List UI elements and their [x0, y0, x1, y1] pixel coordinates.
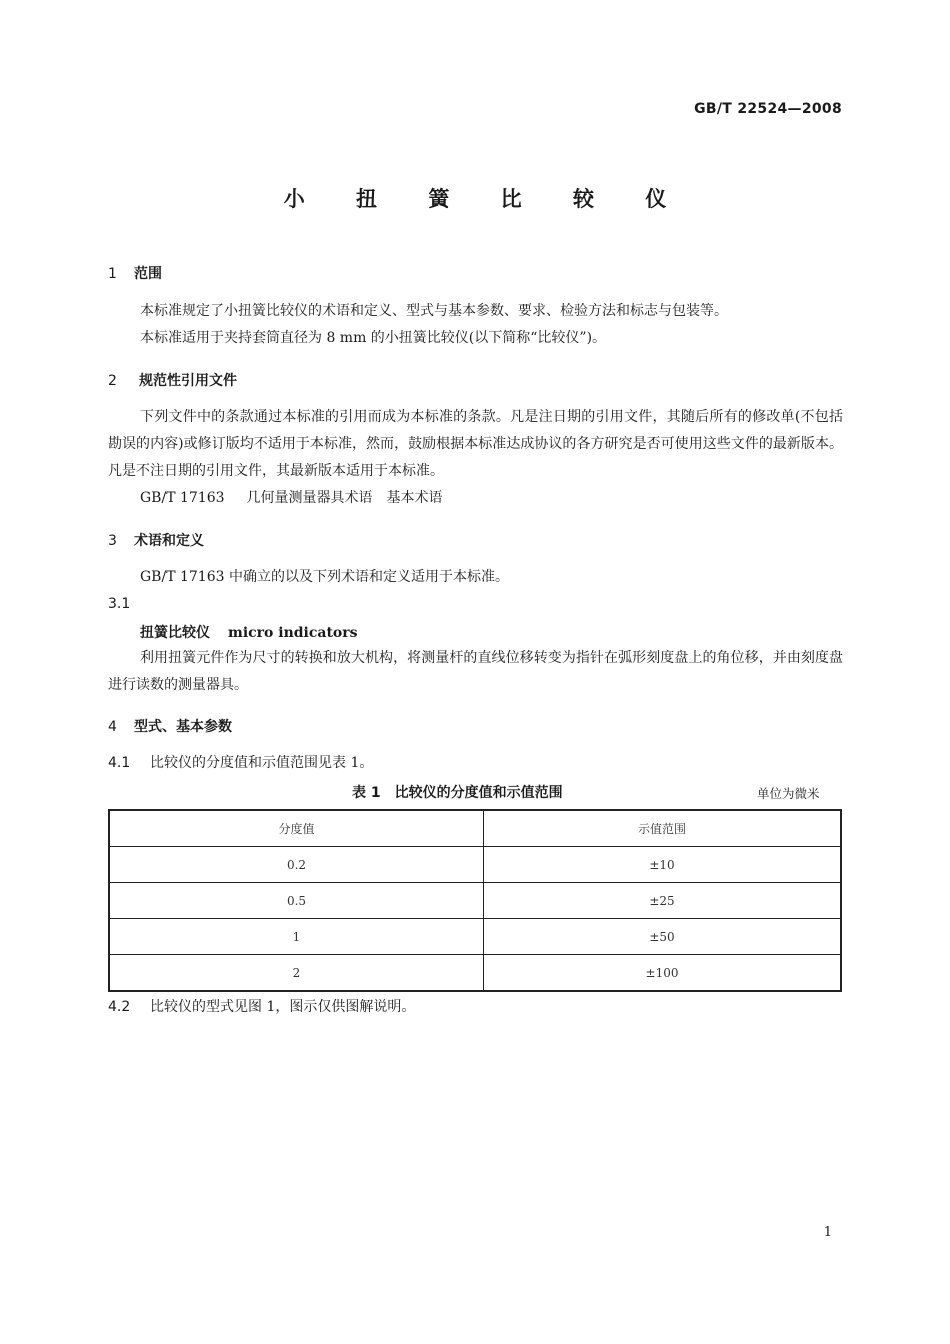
clause-text: 比较仪的型式见图 1，图示仅供图解说明。 — [150, 999, 416, 1015]
clause-4-1 — [108, 750, 373, 777]
section-number: 1 — [108, 266, 117, 282]
section-title: 型式、基本参数 — [134, 719, 232, 735]
clause-3-1-number: 3.1 — [108, 596, 131, 612]
term-definition: 利用扭簧元件作为尺寸的转换和放大机构，将测量杆的直线位移转变为指针在弧形刻度盘上的角位移，并由刻度盘进行读数的测量器具。 — [108, 650, 843, 693]
table-row — [109, 955, 841, 992]
section-3-heading — [108, 530, 204, 550]
section-title: 规范性引用文件 — [139, 373, 237, 389]
table-cell: ±10 — [484, 847, 842, 883]
standard-number: GB/T 22524—2008 — [694, 101, 842, 117]
term-english: micro indicators — [228, 625, 358, 641]
table-cell: 0.2 — [109, 847, 484, 883]
clause-number: 4.2 — [108, 999, 131, 1015]
table-cell: ±25 — [484, 883, 842, 919]
table-cell: 0.5 — [109, 883, 484, 919]
section-title: 术语和定义 — [134, 533, 204, 549]
table-cell: ±50 — [484, 919, 842, 955]
normative-reference — [140, 485, 443, 512]
reference-title: 几何量测量器具术语 基本术语 — [246, 490, 443, 506]
section-2-heading — [108, 370, 237, 390]
table-row — [109, 919, 841, 955]
column-header: 示值范围 — [484, 810, 842, 847]
section-1-heading — [108, 263, 162, 283]
section-1-paragraph-2: 本标准适用于夹持套筒直径为 8 mm 的小扭簧比较仪(以下简称“比较仪”)。 — [140, 330, 607, 346]
section-2-paragraph: 下列文件中的条款通过本标准的引用而成为本标准的条款。凡是注日期的引用文件，其随后所有的修改单(不包括勘误的内容)或修订版均不适用于本标准，然而，鼓励根据本标准达成协议的各方研究是否可使用这些文件的最新版本。凡是不注日期的引用文件，其最新版本适用于本标准。 — [108, 409, 843, 479]
clause-4-2 — [108, 994, 415, 1021]
clause-number: 4.1 — [108, 755, 131, 771]
section-3-paragraph: GB/T 17163 中确立的以及下列术语和定义适用于本标准。 — [140, 569, 509, 585]
document-title: 小 扭 簧 比 较 仪 — [283, 187, 689, 211]
section-1-paragraph-1: 本标准规定了小扭簧比较仪的术语和定义、型式与基本参数、要求、检验方法和标志与包装等。 — [140, 303, 728, 319]
table-cell: ±100 — [484, 955, 842, 992]
table-caption: 表 1 比较仪的分度值和示值范围 — [352, 785, 563, 801]
table-unit: 单位为微米 — [757, 786, 820, 801]
term-entry — [140, 622, 358, 642]
table-cell: 2 — [109, 955, 484, 992]
clause-text: 比较仪的分度值和示值范围见表 1。 — [150, 755, 374, 771]
table-row — [109, 847, 841, 883]
section-4-heading — [108, 716, 232, 736]
term-chinese: 扭簧比较仪 — [140, 625, 210, 641]
data-table — [108, 809, 842, 992]
column-header: 分度值 — [109, 810, 484, 847]
page-number: 1 — [823, 1225, 832, 1240]
table-row — [109, 883, 841, 919]
table-header-row — [109, 810, 841, 847]
section-number: 3 — [108, 533, 117, 549]
table-cell: 1 — [109, 919, 484, 955]
section-number: 4 — [108, 719, 117, 735]
section-title: 范围 — [134, 266, 162, 282]
section-number: 2 — [108, 373, 117, 389]
reference-code: GB/T 17163 — [140, 490, 225, 506]
